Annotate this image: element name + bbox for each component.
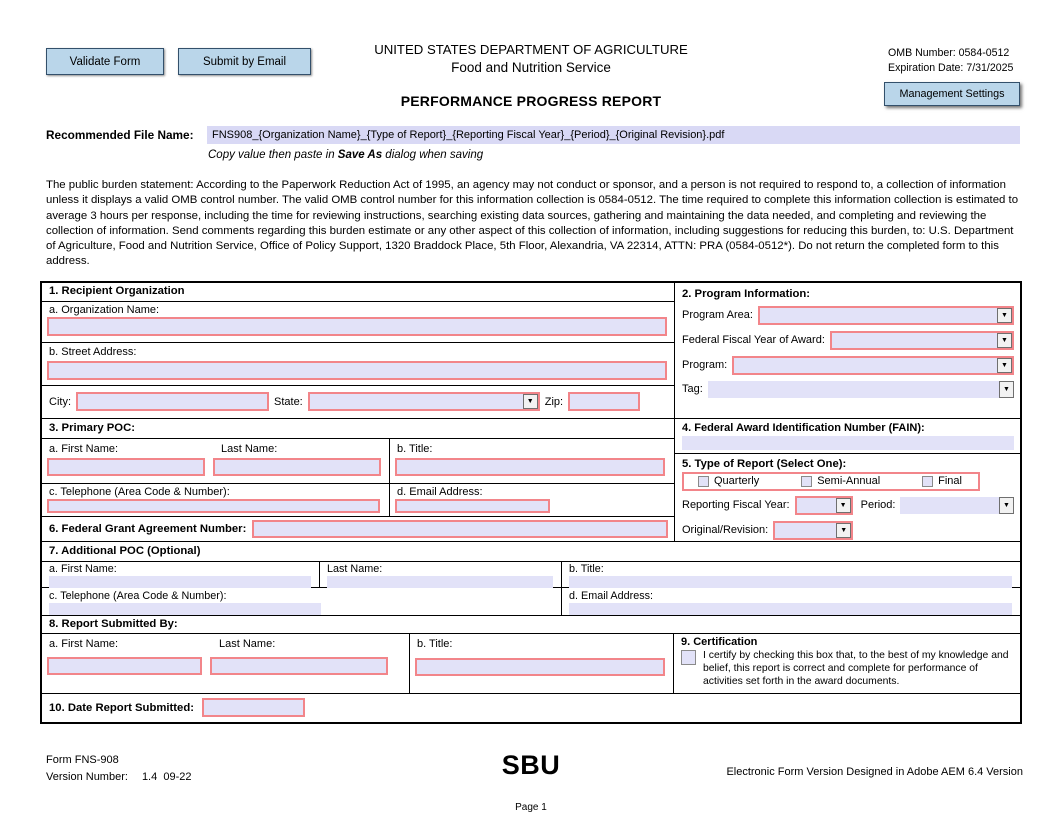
program-label: Program:: [682, 359, 728, 372]
submitter-title-cell: [410, 634, 674, 693]
original-revision-row: [682, 521, 1014, 540]
additional-poc-names-row: [42, 562, 1020, 588]
fiscal-year-of-award-dropdown[interactable]: [830, 331, 1014, 350]
page-title: PERFORMANCE PROGRESS REPORT: [400, 93, 662, 109]
section8-header-row: [42, 616, 1020, 634]
period-dropdown[interactable]: [900, 497, 1014, 514]
fiscal-year-of-award-row: [682, 331, 1014, 350]
agency-subname: Food and Nutrition Service: [451, 60, 611, 75]
submitter-first-name-input[interactable]: [47, 657, 202, 675]
left-column: [42, 283, 674, 542]
poc-phone-cell: [42, 484, 390, 516]
addl-last-name-cell: [320, 562, 562, 587]
original-revision-dropdown[interactable]: [773, 521, 853, 540]
section4-title: 4. Federal Award Identification Number (FAIN):: [682, 421, 925, 434]
dropdown-value: [832, 333, 997, 348]
addl-first-name-cell: [42, 562, 320, 587]
certification-cell: [674, 634, 1020, 693]
addl-phone-cell: [42, 588, 562, 615]
note-suffix: dialog when saving: [382, 149, 484, 161]
section7-title: 7. Additional POC (Optional): [49, 544, 201, 557]
certification-checkbox[interactable]: [681, 650, 696, 665]
section3-header-row: [42, 419, 674, 439]
poc-title-input[interactable]: [395, 458, 665, 476]
addl-first-name-input[interactable]: [49, 576, 311, 588]
submitter-names-cell: [42, 634, 410, 693]
certification-text: I certify by checking this box that, to the best of my knowledge and belief, this report is correct and complete for performance of activities set forth in the award documents.: [703, 649, 1009, 687]
city-input[interactable]: [76, 392, 269, 411]
note-prefix: Copy value then paste in: [208, 149, 338, 161]
page-number: Page 1: [515, 801, 547, 813]
city-label: City:: [49, 395, 71, 408]
section10-title: 10. Date Report Submitted:: [49, 701, 194, 714]
addl-phone-input[interactable]: [49, 603, 321, 615]
program-area-row: [682, 306, 1014, 325]
poc-first-name-label: a. First Name:: [49, 442, 119, 455]
fain-field[interactable]: [682, 436, 1014, 450]
program-area-label: Program Area:: [682, 309, 753, 322]
semi-annual-label: Semi-Annual: [817, 475, 881, 488]
two-column-region: [42, 283, 1020, 542]
period-label: Period:: [860, 499, 896, 512]
poc-email-cell: [390, 484, 674, 516]
dropdown-value: [310, 394, 523, 409]
dropdown-value: [797, 498, 836, 513]
street-address-cell: [42, 343, 674, 386]
section7-header-row: [42, 542, 1020, 562]
submitter-title-input[interactable]: [415, 658, 665, 676]
semi-annual-option: [801, 475, 880, 487]
validate-form-button[interactable]: Validate Form: [46, 48, 164, 75]
omb-block: [888, 46, 1013, 77]
section9-title: 9. Certification: [681, 635, 758, 648]
addl-phone-label: c. Telephone (Area Code & Number):: [49, 589, 227, 602]
poc-names-cell: [42, 439, 390, 483]
state-label: State:: [274, 395, 303, 408]
submitter-last-name-input[interactable]: [210, 657, 388, 675]
final-checkbox[interactable]: [922, 476, 933, 487]
section8-title: 8. Report Submitted By:: [49, 617, 178, 630]
agency-name: UNITED STATES DEPARTMENT OF AGRICULTURE: [374, 42, 688, 57]
dropdown-value: [734, 358, 997, 373]
file-name-note: [208, 149, 1062, 161]
city-state-zip-row: [42, 386, 674, 419]
poc-phone-label: c. Telephone (Area Code & Number):: [49, 485, 230, 498]
file-name-label: Recommended File Name:: [46, 128, 194, 142]
org-name-cell: [42, 302, 674, 343]
section3-title: 3. Primary POC:: [49, 421, 136, 434]
submit-by-email-button[interactable]: Submit by Email: [178, 48, 311, 75]
page-footer: [0, 750, 1062, 798]
dropdown-arrow-icon[interactable]: ▼: [836, 498, 851, 513]
dropdown-arrow-icon[interactable]: ▼: [836, 523, 851, 538]
tag-label: Tag:: [682, 383, 703, 396]
state-dropdown[interactable]: [308, 392, 540, 411]
recommended-file-name-row: [46, 126, 1062, 144]
zip-label: Zip:: [544, 395, 564, 408]
addl-first-name-label: a. First Name:: [49, 562, 117, 575]
poc-title-label: b. Title:: [397, 442, 433, 455]
dropdown-value: [708, 381, 999, 398]
version-label: Version Number:: [46, 770, 128, 783]
org-name-label: a. Organization Name:: [49, 303, 160, 316]
dropdown-value: [775, 523, 836, 538]
addl-last-name-input[interactable]: [327, 576, 553, 588]
poc-name-title-row: [42, 439, 674, 484]
reporting-fiscal-year-dropdown[interactable]: [795, 496, 853, 515]
submitter-first-name-label: a. First Name:: [49, 637, 119, 650]
final-label: Final: [938, 475, 962, 488]
additional-poc-contact-row: [42, 588, 1020, 616]
poc-first-name-input[interactable]: [47, 458, 205, 476]
final-option: [922, 475, 962, 487]
management-settings-button[interactable]: Management Settings: [884, 82, 1020, 106]
form-table: [40, 281, 1022, 724]
street-address-label: b. Street Address:: [49, 345, 137, 358]
dropdown-arrow-icon[interactable]: ▼: [999, 497, 1014, 514]
poc-title-cell: [390, 439, 674, 483]
fain-cell: [675, 419, 1020, 454]
form-number: Form FNS-908: [46, 753, 119, 766]
file-name-value[interactable]: FNS908_{Organization Name}_{Type of Report}_{Reporting Fiscal Year}_{Period}_{Original Revision}.pdf: [207, 126, 1020, 144]
report-type-group: [682, 472, 980, 491]
dropdown-value: [760, 308, 997, 323]
poc-phone-input[interactable]: [47, 499, 380, 513]
date-report-submitted-row: [42, 694, 1020, 722]
dropdown-arrow-icon[interactable]: ▼: [999, 381, 1014, 398]
section2-title: 2. Program Information:: [682, 287, 811, 300]
right-column: [674, 283, 1020, 542]
omb-number: OMB Number: 0584-0512: [888, 47, 1010, 59]
poc-email-label: d. Email Address:: [397, 485, 483, 498]
submitter-last-name-label: Last Name:: [219, 637, 276, 650]
note-bold: Save As: [337, 149, 383, 161]
addl-last-name-label: Last Name:: [327, 562, 383, 575]
report-type-cell: [675, 454, 1020, 542]
grant-agreement-number-input[interactable]: [252, 520, 668, 538]
expiration-date: Expiration Date: 7/31/2025: [888, 62, 1014, 75]
reporting-fiscal-year-label: Reporting Fiscal Year:: [682, 499, 790, 512]
org-name-input[interactable]: [47, 317, 667, 336]
grant-agreement-row: [42, 517, 674, 542]
dropdown-arrow-icon[interactable]: ▼: [523, 394, 538, 409]
dropdown-arrow-icon[interactable]: ▼: [997, 308, 1012, 323]
zip-input[interactable]: [568, 392, 640, 411]
program-area-dropdown[interactable]: [758, 306, 1014, 325]
addl-title-cell: [562, 562, 1020, 587]
poc-last-name-label: Last Name:: [221, 442, 278, 455]
original-revision-label: Original/Revision:: [682, 524, 769, 537]
sbu-marking: SBU: [501, 749, 561, 780]
street-address-input[interactable]: [47, 361, 667, 380]
submitter-title-label: b. Title:: [417, 637, 453, 650]
quarterly-label: Quarterly: [714, 475, 760, 488]
poc-last-name-input[interactable]: [213, 458, 381, 476]
public-burden-statement: The public burden statement: According to the Paperwork Reduction Act of 1995, an agency may not conduct or sponsor, and a person is not required to respond to, a collection of information unless it displays a valid OMB control number. The valid OMB control number for this information collection is 0584-0512. The time required to complete this information collection is estimated to average 3 hours per response, including the time for reviewing instructions, searching existing data sources, gathering and maintaining the data needed, and completing and reviewing the collection of information. Send comments regarding this burden estimate or any other aspect of this collection of information, including suggestions for reducing this burden, to: U.S. Department of Agriculture, Food and Nutrition Service, Office of Policy Support, 1320 Braddock Place, 5th Floor, Alexandria, VA 22314, ATTN: PRA (0584-0512*). Do not return the completed form to this address.: [46, 179, 1019, 268]
dropdown-value: [900, 497, 999, 514]
tag-dropdown[interactable]: [708, 381, 1014, 398]
tag-row: [682, 381, 1014, 398]
date-report-submitted-input[interactable]: [202, 698, 305, 717]
form-header: [0, 0, 1062, 118]
quarterly-checkbox[interactable]: [698, 476, 709, 487]
poc-email-input[interactable]: [395, 499, 550, 513]
program-row: [682, 356, 1014, 375]
addl-email-input[interactable]: [569, 603, 1012, 615]
footer-right-text: Electronic Form Version Designed in Adobe AEM 6.4 Version: [726, 765, 1023, 778]
dropdown-arrow-icon[interactable]: ▼: [997, 358, 1012, 373]
dropdown-arrow-icon[interactable]: ▼: [997, 333, 1012, 348]
program-information-cell: [675, 283, 1020, 419]
report-submitted-by-row: [42, 634, 1020, 694]
section5-title: 5. Type of Report (Select One):: [682, 457, 847, 470]
fiscal-year-of-award-label: Federal Fiscal Year of Award:: [682, 334, 825, 347]
semi-annual-checkbox[interactable]: [801, 476, 812, 487]
program-dropdown[interactable]: [732, 356, 1014, 375]
reporting-fiscal-year-row: [682, 496, 1014, 515]
version-value: 1.4 09-22: [141, 770, 192, 783]
section1-title: 1. Recipient Organization: [49, 284, 185, 297]
quarterly-option: [698, 475, 759, 487]
addl-email-cell: [562, 588, 1020, 615]
section6-title: 6. Federal Grant Agreement Number:: [49, 522, 247, 535]
addl-title-label: b. Title:: [569, 562, 604, 575]
poc-phone-email-row: [42, 484, 674, 517]
addl-title-input[interactable]: [569, 576, 1012, 588]
addl-email-label: d. Email Address:: [569, 589, 654, 602]
section1-header-row: [42, 283, 674, 302]
